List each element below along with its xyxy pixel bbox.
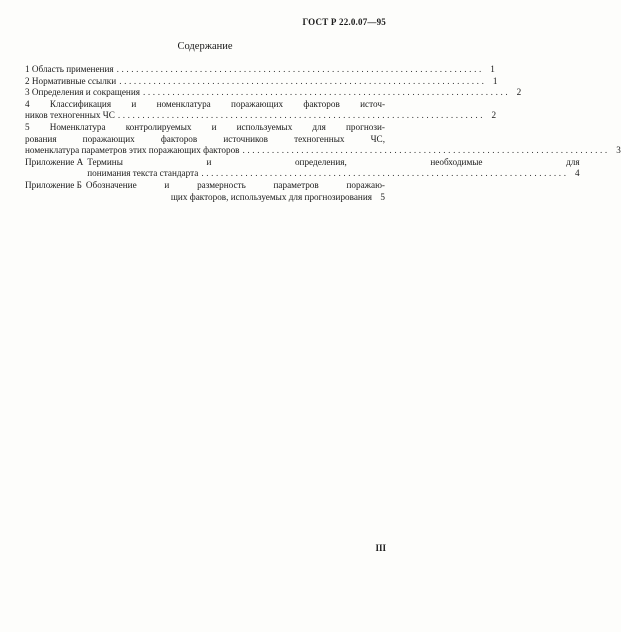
toc-entry <box>25 121 621 157</box>
toc-page-number: 2 <box>516 87 522 98</box>
dot-leader: ........................................................................... <box>116 64 484 74</box>
dot-leader: ........................................................................... <box>119 75 487 86</box>
dot-leader: ........................................................................... <box>143 87 511 98</box>
toc-entry-text: щих факторов, используемых для прогнозирования <box>170 191 372 202</box>
appendix-label: Приложение А <box>25 156 84 167</box>
toc-entry-text: понимания текста стандарта <box>87 168 199 179</box>
toc-page-number: 3 <box>616 145 621 156</box>
toc-page-number: 1 <box>492 75 498 86</box>
dot-leader: ........................................................................... <box>117 110 486 121</box>
toc-page-number: 1 <box>490 64 495 74</box>
toc-entry-text: номенклатура параметров этих поражающих факторов <box>25 145 240 156</box>
standard-code: ГОСТ Р 22.0.07—95 <box>302 17 386 27</box>
toc-entry <box>25 87 522 99</box>
toc-page-number: 5 <box>380 191 385 202</box>
toc-entry <box>25 75 498 88</box>
dot-leader: ........................................................................... <box>242 145 610 156</box>
toc-entry-text: 5 Номенклатура контролируемых и используемых для прогнози- <box>25 121 385 132</box>
toc-title: Содержание <box>177 41 233 52</box>
table-of-contents <box>25 64 621 203</box>
toc-entry-appendix <box>25 156 580 180</box>
toc-entry-text: 2 Нормативные ссылки <box>25 75 117 86</box>
toc-entry-text: Обозначение и размерность параметров поражаю- <box>85 179 385 190</box>
toc-entry <box>25 98 497 122</box>
toc-page-number: 4 <box>575 168 580 179</box>
toc-entry <box>25 64 495 76</box>
toc-entry-text: Термины и определения, необходимые для <box>87 156 580 167</box>
toc-page-number: 2 <box>491 110 497 121</box>
toc-entry-text: 1 Область применения <box>25 64 114 74</box>
appendix-label: Приложение Б <box>25 179 82 190</box>
toc-entry-text: 4 Классификация и номенклатура поражающих факторов источ- <box>25 98 385 109</box>
toc-entry-text: рования поражающих факторов источников техногенных ЧС, <box>25 133 385 144</box>
page-number: III <box>375 543 386 553</box>
dot-leader: ........................................................................... <box>201 168 569 179</box>
toc-entry-text: ников техногенных ЧС <box>25 110 115 121</box>
toc-entry-text: 3 Определения и сокращения <box>25 87 140 98</box>
toc-entry-appendix <box>25 180 385 203</box>
